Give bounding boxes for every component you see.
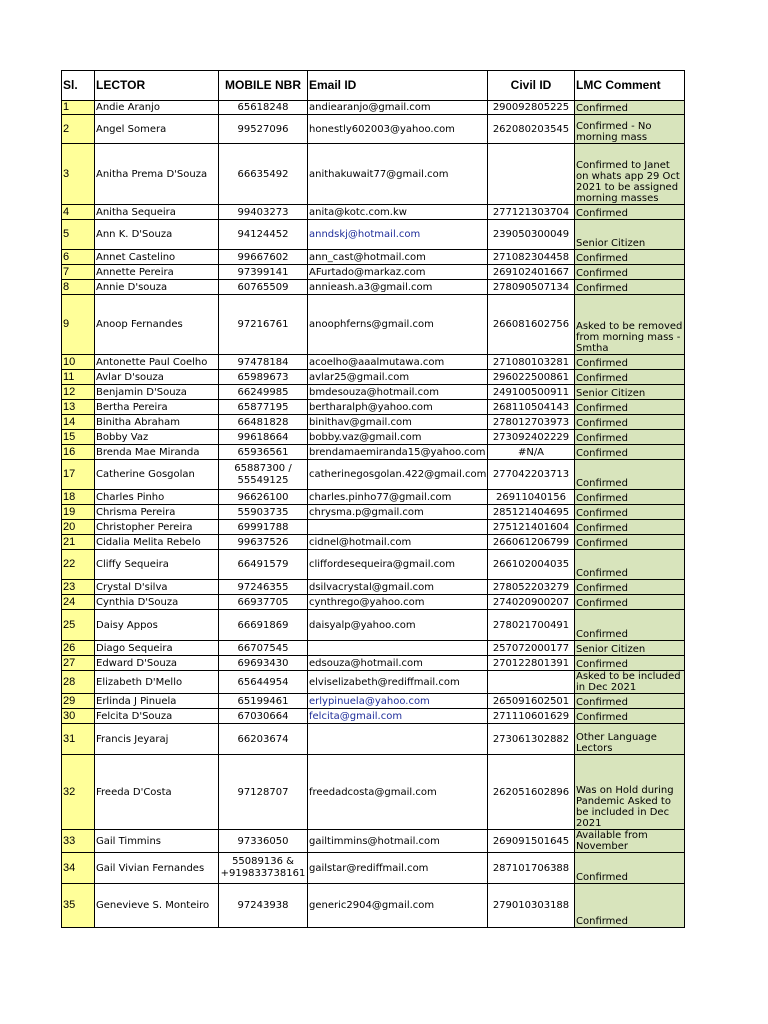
row-mobile: 96626100 (219, 490, 308, 505)
table-row (62, 355, 685, 370)
table-row (62, 370, 685, 385)
row-mobile: 66937705 (219, 595, 308, 610)
row-comment: Other Language Lectors (575, 724, 685, 755)
row-comment: Asked to be removed from morning mass - Smtha (575, 295, 685, 355)
table-row (62, 280, 685, 295)
row-civil-id: 278090507134 (488, 280, 575, 295)
row-email: felcita@gmail.com (308, 709, 488, 724)
row-sl: 33 (62, 830, 95, 853)
row-comment: Confirmed (575, 355, 685, 370)
row-sl: 16 (62, 445, 95, 460)
row-civil-id: 285121404695 (488, 505, 575, 520)
row-civil-id: 277042203713 (488, 460, 575, 490)
row-comment: Confirmed to Janet on whats app 29 Oct 2021 to be assigned morning masses (575, 144, 685, 205)
row-lector: Bobby Vaz (95, 430, 219, 445)
row-mobile: 65618248 (219, 101, 308, 115)
row-sl: 34 (62, 853, 95, 884)
table-row (62, 520, 685, 535)
row-email: dsilvacrystal@gmail.com (308, 580, 488, 595)
row-lector: Ann K. D'Souza (95, 220, 219, 250)
row-sl: 1 (62, 101, 95, 115)
row-civil-id: 262051602896 (488, 755, 575, 830)
row-comment: Confirmed (575, 505, 685, 520)
row-email: gailtimmins@hotmail.com (308, 830, 488, 853)
row-comment: Confirmed (575, 550, 685, 580)
row-civil-id: 268110504143 (488, 400, 575, 415)
row-lector: Andie Aranjo (95, 101, 219, 115)
row-civil-id: 278021700491 (488, 610, 575, 641)
row-email: avlar25@gmail.com (308, 370, 488, 385)
row-lector: Chrisma Pereira (95, 505, 219, 520)
row-comment: Confirmed (575, 694, 685, 709)
row-sl: 12 (62, 385, 95, 400)
table-row (62, 415, 685, 430)
row-civil-id: 266081602756 (488, 295, 575, 355)
row-civil-id: 270122801391 (488, 656, 575, 671)
row-email: elviselizabeth@rediffmail.com (308, 671, 488, 694)
row-sl: 21 (62, 535, 95, 550)
row-civil-id: 269102401667 (488, 265, 575, 280)
row-lector: Anitha Sequeira (95, 205, 219, 220)
row-sl: 6 (62, 250, 95, 265)
row-mobile: 99618664 (219, 430, 308, 445)
row-lector: Diago Sequeira (95, 641, 219, 656)
row-email: acoelho@aaalmutawa.com (308, 355, 488, 370)
row-mobile: 97216761 (219, 295, 308, 355)
row-civil-id: 274020900207 (488, 595, 575, 610)
row-civil-id: 249100500911 (488, 385, 575, 400)
table-body (62, 101, 685, 928)
row-email: chrysma.p@gmail.com (308, 505, 488, 520)
table-row (62, 430, 685, 445)
row-email: annieash.a3@gmail.com (308, 280, 488, 295)
row-civil-id: 275121401604 (488, 520, 575, 535)
row-comment: Senior Citizen (575, 641, 685, 656)
row-civil-id: 287101706388 (488, 853, 575, 884)
row-civil-id: 277121303704 (488, 205, 575, 220)
row-lector: Binitha Abraham (95, 415, 219, 430)
row-comment: Senior Citizen (575, 385, 685, 400)
row-comment: Confirmed (575, 460, 685, 490)
row-comment: Confirmed - No morning mass (575, 115, 685, 144)
row-mobile: 66691869 (219, 610, 308, 641)
row-lector: Crystal D'silva (95, 580, 219, 595)
row-comment: Senior Citizen (575, 220, 685, 250)
row-lector: Gail Vivian Fernandes (95, 853, 219, 884)
row-sl: 22 (62, 550, 95, 580)
row-email: freedadcosta@gmail.com (308, 755, 488, 830)
row-sl: 19 (62, 505, 95, 520)
row-civil-id: 271080103281 (488, 355, 575, 370)
row-lector: Francis Jeyaraj (95, 724, 219, 755)
row-email: catherinegosgolan.422@gmail.com (308, 460, 488, 490)
row-lector: Annet Castelino (95, 250, 219, 265)
row-civil-id: 239050300049 (488, 220, 575, 250)
row-lector: Catherine Gosgolan (95, 460, 219, 490)
row-sl: 18 (62, 490, 95, 505)
table-row (62, 610, 685, 641)
row-email: AFurtado@markaz.com (308, 265, 488, 280)
table-row (62, 205, 685, 220)
row-email: gailstar@rediffmail.com (308, 853, 488, 884)
row-sl: 29 (62, 694, 95, 709)
row-mobile: 97243938 (219, 884, 308, 928)
row-mobile: 99527096 (219, 115, 308, 144)
row-comment: Confirmed (575, 265, 685, 280)
row-comment: Confirmed (575, 580, 685, 595)
row-lector: Avlar D'souza (95, 370, 219, 385)
row-mobile: 65936561 (219, 445, 308, 460)
row-mobile: 65877195 (219, 400, 308, 415)
row-comment: Confirmed (575, 595, 685, 610)
table-row (62, 385, 685, 400)
row-lector: Christopher Pereira (95, 520, 219, 535)
header-lector: LECTOR (95, 71, 219, 101)
table-row (62, 295, 685, 355)
row-lector: Cliffy Sequeira (95, 550, 219, 580)
table-row (62, 595, 685, 610)
row-email: erlypinuela@yahoo.com (308, 694, 488, 709)
table-row (62, 220, 685, 250)
header-sl: Sl. (62, 71, 95, 101)
row-civil-id: 269091501645 (488, 830, 575, 853)
row-sl: 11 (62, 370, 95, 385)
row-mobile: 97128707 (219, 755, 308, 830)
header-email: Email ID (308, 71, 488, 101)
row-civil-id: 265091602501 (488, 694, 575, 709)
row-sl: 31 (62, 724, 95, 755)
row-sl: 2 (62, 115, 95, 144)
row-sl: 28 (62, 671, 95, 694)
row-comment: Confirmed (575, 430, 685, 445)
row-email: edsouza@hotmail.com (308, 656, 488, 671)
row-sl: 26 (62, 641, 95, 656)
row-sl: 23 (62, 580, 95, 595)
row-comment: Confirmed (575, 101, 685, 115)
row-lector: Anoop Fernandes (95, 295, 219, 355)
row-civil-id: 273061302882 (488, 724, 575, 755)
row-lector: Benjamin D'Souza (95, 385, 219, 400)
table-row (62, 505, 685, 520)
table-row (62, 550, 685, 580)
row-email (308, 641, 488, 656)
row-mobile: 66481828 (219, 415, 308, 430)
row-comment: Confirmed (575, 535, 685, 550)
row-comment: Confirmed (575, 205, 685, 220)
row-mobile: 55089136 & +919833738161 (219, 853, 308, 884)
row-mobile: 67030664 (219, 709, 308, 724)
row-sl: 24 (62, 595, 95, 610)
row-lector: Felcita D'Souza (95, 709, 219, 724)
row-comment: Was on Hold during Pandemic Asked to be included in Dec 2021 (575, 755, 685, 830)
row-civil-id: 26911040156 (488, 490, 575, 505)
row-lector: Anitha Prema D'Souza (95, 144, 219, 205)
table-row (62, 144, 685, 205)
row-lector: Annette Pereira (95, 265, 219, 280)
header-civil: Civil ID (488, 71, 575, 101)
row-sl: 17 (62, 460, 95, 490)
row-lector: Angel Somera (95, 115, 219, 144)
row-lector: Cynthia D'Souza (95, 595, 219, 610)
row-email: cliffordesequeira@gmail.com (308, 550, 488, 580)
row-comment: Confirmed (575, 250, 685, 265)
row-email: bertharalph@yahoo.com (308, 400, 488, 415)
row-sl: 10 (62, 355, 95, 370)
row-comment: Confirmed (575, 280, 685, 295)
row-mobile: 99667602 (219, 250, 308, 265)
row-sl: 3 (62, 144, 95, 205)
table-row (62, 755, 685, 830)
table-row (62, 535, 685, 550)
row-comment: Confirmed (575, 520, 685, 535)
row-civil-id: #N/A (488, 445, 575, 460)
row-mobile: 60765509 (219, 280, 308, 295)
row-sl: 27 (62, 656, 95, 671)
row-email (308, 520, 488, 535)
row-comment: Confirmed (575, 853, 685, 884)
row-sl: 14 (62, 415, 95, 430)
row-civil-id (488, 671, 575, 694)
table-row (62, 101, 685, 115)
row-mobile: 66635492 (219, 144, 308, 205)
row-comment: Confirmed (575, 884, 685, 928)
table-row (62, 490, 685, 505)
row-mobile: 65989673 (219, 370, 308, 385)
row-comment: Confirmed (575, 610, 685, 641)
row-email: cynthrego@yahoo.com (308, 595, 488, 610)
row-email: honestly602003@yahoo.com (308, 115, 488, 144)
row-mobile: 97399141 (219, 265, 308, 280)
row-email: cidnel@hotmail.com (308, 535, 488, 550)
row-civil-id: 266061206799 (488, 535, 575, 550)
row-mobile: 66491579 (219, 550, 308, 580)
row-email: daisyalp@yahoo.com (308, 610, 488, 641)
row-lector: Erlinda J Pinuela (95, 694, 219, 709)
row-email: ann_cast@hotmail.com (308, 250, 488, 265)
row-email: anithakuwait77@gmail.com (308, 144, 488, 205)
row-civil-id: 273092402229 (488, 430, 575, 445)
row-comment: Confirmed (575, 445, 685, 460)
table-row (62, 724, 685, 755)
row-sl: 35 (62, 884, 95, 928)
row-lector: Brenda Mae Miranda (95, 445, 219, 460)
row-sl: 5 (62, 220, 95, 250)
row-lector: Charles Pinho (95, 490, 219, 505)
row-lector: Edward D'Souza (95, 656, 219, 671)
row-email: generic2904@gmail.com (308, 884, 488, 928)
table-row (62, 580, 685, 595)
row-lector: Genevieve S. Monteiro (95, 884, 219, 928)
table-row (62, 115, 685, 144)
row-sl: 15 (62, 430, 95, 445)
row-lector: Cidalia Melita Rebelo (95, 535, 219, 550)
row-sl: 32 (62, 755, 95, 830)
row-mobile: 97478184 (219, 355, 308, 370)
row-lector: Annie D'souza (95, 280, 219, 295)
row-civil-id: 278012703973 (488, 415, 575, 430)
row-comment: Confirmed (575, 370, 685, 385)
row-lector: Elizabeth D'Mello (95, 671, 219, 694)
row-mobile: 94124452 (219, 220, 308, 250)
row-mobile: 97246355 (219, 580, 308, 595)
row-email: bmdesouza@hotmail.com (308, 385, 488, 400)
table-row (62, 250, 685, 265)
row-sl: 9 (62, 295, 95, 355)
table-row (62, 400, 685, 415)
row-civil-id: 271110601629 (488, 709, 575, 724)
row-lector: Freeda D'Costa (95, 755, 219, 830)
row-civil-id: 266102004035 (488, 550, 575, 580)
row-civil-id: 271082304458 (488, 250, 575, 265)
row-mobile: 69693430 (219, 656, 308, 671)
header-mobile: MOBILE NBR (219, 71, 308, 101)
row-comment: Asked to be included in Dec 2021 (575, 671, 685, 694)
row-civil-id: 290092805225 (488, 101, 575, 115)
row-lector: Gail Timmins (95, 830, 219, 853)
row-comment: Confirmed (575, 490, 685, 505)
row-comment: Confirmed (575, 415, 685, 430)
row-email: charles.pinho77@gmail.com (308, 490, 488, 505)
row-mobile: 65887300 / 55549125 (219, 460, 308, 490)
table-row (62, 709, 685, 724)
table-row (62, 656, 685, 671)
header-row (62, 71, 685, 101)
row-sl: 30 (62, 709, 95, 724)
row-sl: 13 (62, 400, 95, 415)
row-civil-id: 296022500861 (488, 370, 575, 385)
row-mobile: 66203674 (219, 724, 308, 755)
row-mobile: 69991788 (219, 520, 308, 535)
row-comment: Confirmed (575, 709, 685, 724)
table-row (62, 830, 685, 853)
row-sl: 20 (62, 520, 95, 535)
row-civil-id: 257072000177 (488, 641, 575, 656)
row-civil-id (488, 144, 575, 205)
row-mobile: 65199461 (219, 694, 308, 709)
row-sl: 25 (62, 610, 95, 641)
row-civil-id: 262080203545 (488, 115, 575, 144)
row-email: binithav@gmail.com (308, 415, 488, 430)
row-email (308, 724, 488, 755)
table-row (62, 671, 685, 694)
row-email: anita@kotc.com.kw (308, 205, 488, 220)
table-row (62, 445, 685, 460)
row-mobile: 66707545 (219, 641, 308, 656)
row-lector: Antonette Paul Coelho (95, 355, 219, 370)
row-civil-id: 279010303188 (488, 884, 575, 928)
table-row (62, 641, 685, 656)
row-email: brendamaemiranda15@yahoo.com (309, 446, 486, 458)
row-email: andiearanjo@gmail.com (308, 101, 488, 115)
table-row (62, 460, 685, 490)
row-lector: Daisy Appos (95, 610, 219, 641)
table-row (62, 265, 685, 280)
table-row (62, 694, 685, 709)
row-comment: Available from November (575, 830, 685, 853)
row-mobile: 65644954 (219, 671, 308, 694)
header-comment: LMC Comment (575, 71, 685, 101)
row-mobile: 97336050 (219, 830, 308, 853)
table-row (62, 853, 685, 884)
row-email: anoophferns@gmail.com (308, 295, 488, 355)
row-civil-id: 278052203279 (488, 580, 575, 595)
row-sl: 7 (62, 265, 95, 280)
lector-table (61, 70, 685, 928)
row-email: anndskj@hotmail.com (308, 220, 488, 250)
row-sl: 4 (62, 205, 95, 220)
row-mobile: 99403273 (219, 205, 308, 220)
table-row (62, 884, 685, 928)
row-mobile: 55903735 (219, 505, 308, 520)
row-comment: Confirmed (575, 656, 685, 671)
row-mobile: 66249985 (219, 385, 308, 400)
row-comment: Confirmed (575, 400, 685, 415)
row-mobile: 99637526 (219, 535, 308, 550)
row-email: bobby.vaz@gmail.com (308, 430, 488, 445)
row-sl: 8 (62, 280, 95, 295)
row-lector: Bertha Pereira (95, 400, 219, 415)
